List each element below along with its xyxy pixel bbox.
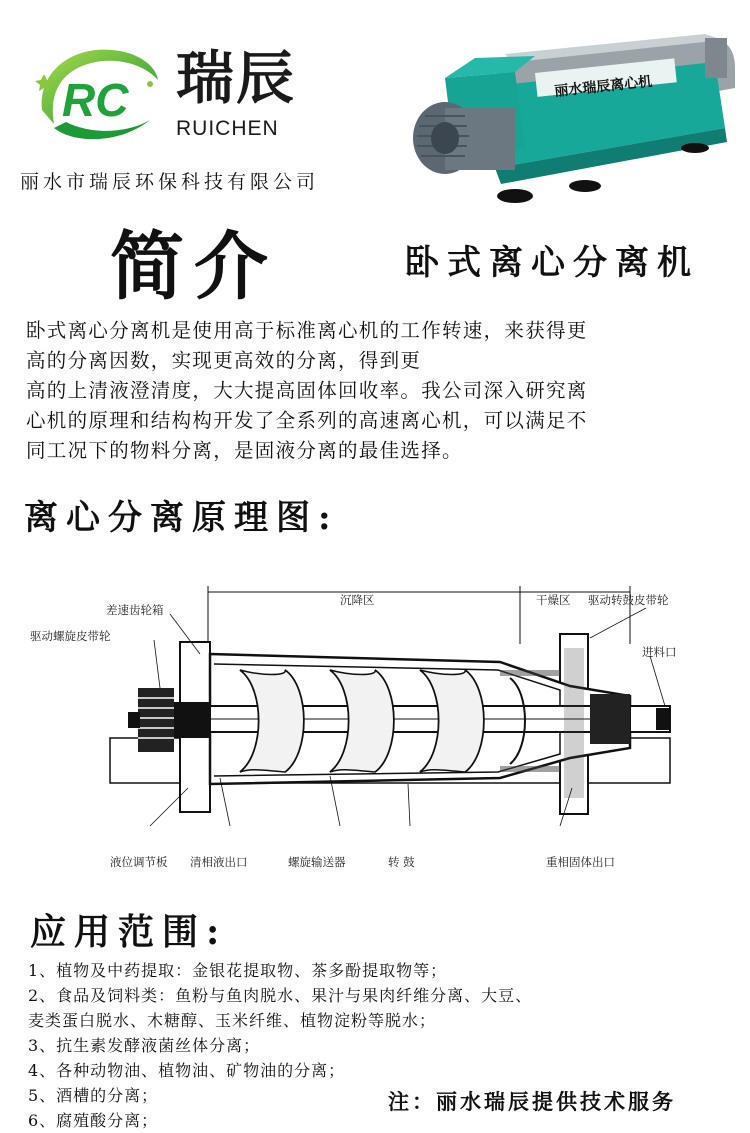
brand-name-en: RUICHEN bbox=[176, 117, 279, 140]
list-item: 4、各种动物油、植物油、矿物油的分离； bbox=[28, 1061, 346, 1080]
company-name: 丽水市瑞辰环保科技有限公司 bbox=[20, 171, 320, 193]
label-drum: 转 鼓 bbox=[388, 855, 415, 869]
list-item: 1、植物及中药提取：金银花提取物、茶多酚提取物等； bbox=[28, 961, 448, 980]
machine-name-heading: 卧式离心分离机 bbox=[405, 243, 699, 283]
intro-line: 心机的原理和结构构开发了全系列的高速离心机，可以满足不 bbox=[26, 409, 588, 432]
list-item: 2、食品及饲料类：鱼粉与鱼肉脱水、果汁与果肉纤维分离、大豆、 bbox=[28, 986, 533, 1005]
applications-title: 应用范围: bbox=[30, 911, 228, 953]
list-item: 麦类蛋白脱水、木糖醇、玉米纤维、植物淀粉等脱水； bbox=[28, 1011, 437, 1030]
label-heavy-solid-outlet: 重相固体出口 bbox=[546, 855, 615, 869]
list-item: 5、酒槽的分离； bbox=[28, 1086, 159, 1105]
label-screw-belt-wheel: 驱动螺旋皮带轮 bbox=[30, 629, 111, 643]
label-level-plate: 液位调节板 bbox=[110, 855, 168, 869]
ruichen-logo-icon bbox=[34, 40, 162, 148]
label-drum-belt-wheel: 驱动转鼓皮带轮 bbox=[588, 593, 669, 607]
diagram-title: 离心分离原理图: bbox=[24, 498, 339, 538]
centrifuge-machine-image bbox=[405, 18, 745, 208]
intro-line: 卧式离心分离机是使用高于标准离心机的工作转速，来获得更 bbox=[26, 319, 588, 342]
list-item: 6、腐殖酸分离； bbox=[28, 1111, 159, 1130]
label-screw-conveyor: 螺旋输送器 bbox=[288, 855, 346, 869]
service-note: 注：丽水瑞辰提供技术服务 bbox=[388, 1089, 676, 1114]
label-gearbox: 差速齿轮箱 bbox=[106, 603, 164, 617]
diagram-drawing bbox=[90, 578, 700, 878]
label-drying-zone: 干燥区 bbox=[536, 593, 571, 607]
machine-plate-text: 丽水瑞辰离心机 bbox=[553, 73, 653, 100]
list-item: 3、抗生素发酵液菌丝体分离； bbox=[28, 1036, 261, 1055]
intro-line: 高的分离因数，实现更高效的分离，得到更 bbox=[26, 349, 422, 372]
label-light-liquid-outlet: 清相液出口 bbox=[190, 855, 248, 869]
intro-title: 简介 bbox=[110, 224, 278, 310]
brand-name-cn: 瑞辰 bbox=[176, 44, 297, 112]
intro-line: 高的上清液澄清度，大大提高固体回收率。我公司深入研究离 bbox=[26, 379, 588, 402]
intro-paragraph bbox=[26, 316, 736, 466]
label-sedimentation-zone: 沉降区 bbox=[340, 593, 375, 607]
label-feed-inlet: 进料口 bbox=[642, 645, 677, 659]
logo-letters: RC bbox=[62, 74, 129, 126]
intro-line: 同工况下的物料分离，是固液分离的最佳选择。 bbox=[26, 439, 463, 462]
centrifuge-principle-diagram bbox=[30, 578, 700, 878]
